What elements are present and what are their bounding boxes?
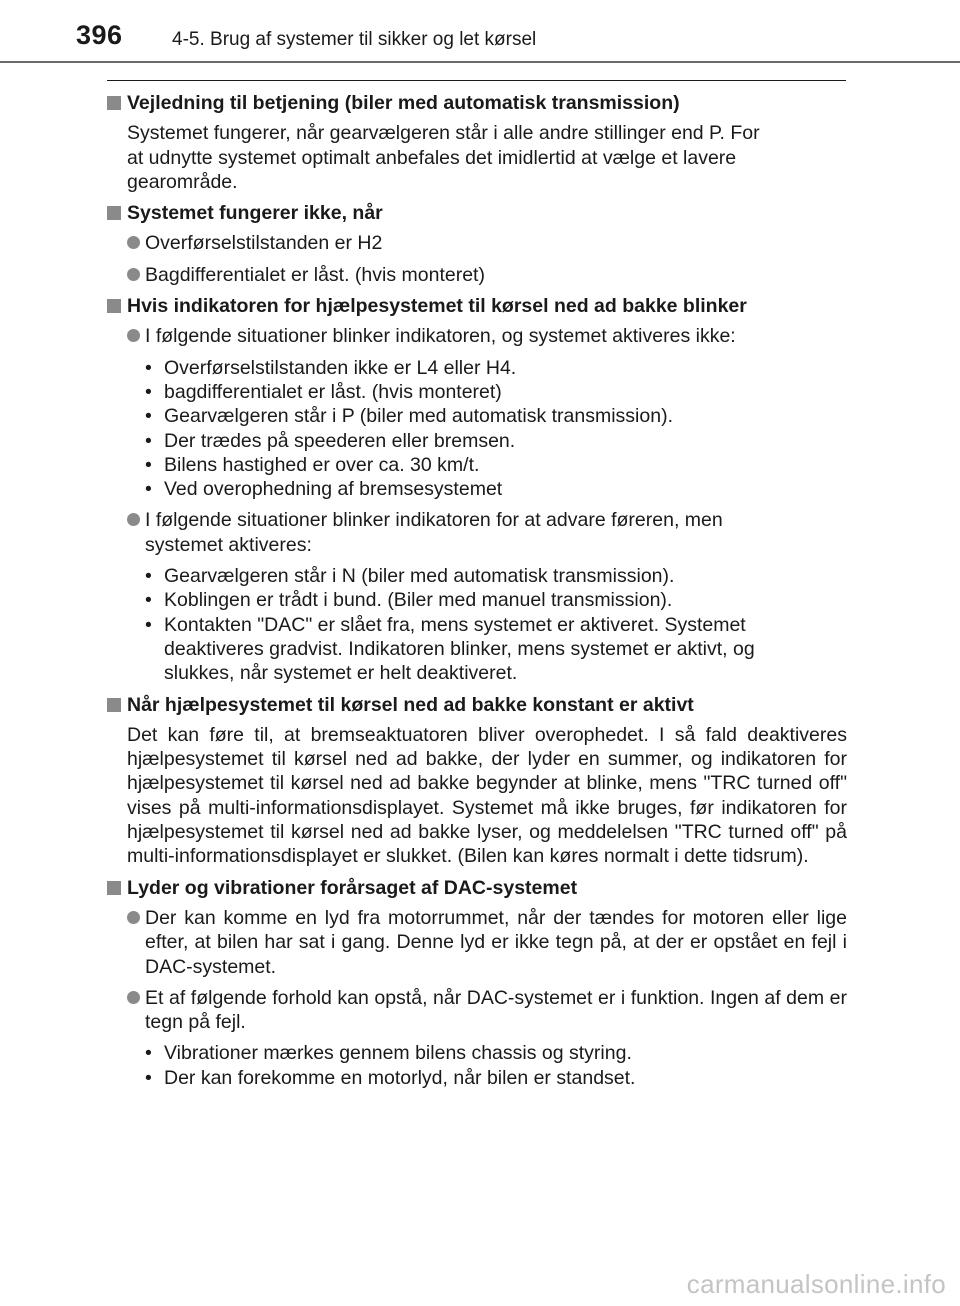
dot-item-text: Der kan komme en lyd fra motorrummet, når der tændes for motoren eller lige efter, at bilen har sat i gang. Denne lyd er ikke tegn på, at der er opstået en fejl i DAC-systemet. — [145, 906, 847, 978]
watermark-text: carmanualsonline.info — [686, 1269, 946, 1299]
dot-item-text: Et af følgende forhold kan opstå, når DAC-systemet er i funktion. Ingen af dem er tegn på fejl. — [145, 986, 847, 1034]
dot-list-item — [107, 231, 847, 255]
bullet-item — [107, 404, 847, 428]
bullet-item — [107, 1066, 847, 1090]
section-heading — [107, 91, 847, 115]
bullet-text: Der kan forekomme en motorlyd, når bilen er standset. — [164, 1066, 636, 1089]
dot-list-item — [107, 986, 847, 1035]
bullet-item — [107, 380, 847, 404]
heading-text: Lyder og vibrationer forårsaget af DAC-systemet — [127, 876, 578, 899]
dot-item-text: I følgende situationer blinker indikatoren for at advare føreren, men systemet aktiveres: — [145, 509, 723, 556]
bullet-item — [107, 1041, 847, 1065]
bullet-text: Bilens hastighed er over ca. 30 km/t. — [164, 453, 480, 476]
heading-text: Vejledning til betjening (biler med automatisk transmission) — [127, 92, 680, 114]
bullet-item — [107, 613, 784, 686]
square-bullet-icon — [107, 206, 121, 220]
square-bullet-icon — [107, 299, 121, 313]
bullet-mark: • — [145, 405, 152, 428]
bullet-text: Der trædes på speederen eller bremsen. — [164, 429, 516, 452]
bullet-mark: • — [145, 429, 152, 452]
dot-list-item — [107, 324, 847, 348]
heading-text: Når hjælpesystemet til kørsel ned ad bakke konstant er aktivt — [127, 693, 694, 716]
bullet-mark: • — [145, 613, 152, 636]
section-sounds-vibrations — [107, 876, 847, 1090]
bullet-mark: • — [145, 565, 152, 588]
page-header — [0, 0, 960, 62]
page-content — [107, 91, 847, 1097]
square-bullet-icon — [107, 881, 121, 895]
bullet-text: Overførselstilstanden ikke er L4 eller H4. — [164, 356, 517, 379]
bullet-item — [107, 356, 847, 380]
bullet-mark: • — [145, 1042, 152, 1065]
bullet-item — [107, 477, 847, 501]
content-top-rule — [107, 80, 846, 81]
circle-bullet-icon — [127, 329, 140, 342]
bullet-text: bagdifferentialet er låst. (hvis monteret) — [164, 380, 502, 403]
circle-bullet-icon — [127, 911, 140, 924]
dot-item-text: Bagdifferentialet er låst. (hvis monteret) — [145, 263, 485, 286]
circle-bullet-icon — [127, 236, 140, 249]
header-divider — [0, 61, 960, 63]
section-heading — [107, 876, 847, 900]
square-bullet-icon — [107, 698, 121, 712]
paragraph: Det kan føre til, at bremseaktuatoren bliver overophedet. I så fald deaktiveres hjælpesystemet til kørsel ned ad bakke, der lyder en summer, og indikatoren for hjælpesystemet til kørsel ned ad bakke begynder at blinke, mens "TRC turned off" vises på multi-informationsdisplayet. Systemet må ikke bruges, før indikatoren for hjælpesystemet til kørsel ned ad bakke lyser, og meddelelsen "TRC turned off" på multi-informationsdisplayet er slukket. (Bilen kan køres normalt i dette tidsrum). — [127, 723, 847, 868]
section-system-not-working — [107, 201, 847, 287]
circle-bullet-icon — [127, 268, 140, 281]
bullet-mark: • — [145, 380, 152, 403]
bullet-text: Gearvælgeren står i N (biler med automatisk transmission). — [164, 565, 675, 588]
bullet-mark: • — [145, 453, 152, 476]
bullet-item — [107, 429, 847, 453]
dot-list-item — [107, 906, 847, 979]
circle-bullet-icon — [127, 991, 140, 1004]
section-heading — [107, 294, 847, 318]
heading-text: Systemet fungerer ikke, når — [127, 202, 383, 225]
dot-list-item — [107, 508, 765, 557]
section-heading — [107, 201, 847, 225]
bullet-item — [107, 453, 847, 477]
chapter-title: 4-5. Brug af systemer til sikker og let kørsel — [172, 29, 537, 50]
bullet-list — [107, 564, 847, 685]
paragraph: Systemet fungerer, når gearvælgeren står i alle andre stillinger end P. For at udnytte systemet optimalt anbefales det imidlertid at vælge et lavere gearområde. — [127, 122, 760, 193]
dot-item-text: Overførselstilstanden er H2 — [145, 232, 383, 255]
section-operation-guidance — [107, 91, 847, 194]
bullet-text: Vibrationer mærkes gennem bilens chassis og styring. — [164, 1042, 632, 1065]
dot-list-item — [107, 263, 847, 287]
section-constantly-active — [107, 693, 847, 869]
circle-bullet-icon — [127, 513, 140, 526]
section-indicator-blinking — [107, 294, 847, 685]
bullet-text: Koblingen er trådt i bund. (Biler med manuel transmission). — [164, 589, 673, 612]
square-bullet-icon — [107, 96, 121, 110]
bullet-list — [107, 356, 847, 502]
bullet-mark: • — [145, 356, 152, 379]
bullet-item — [107, 588, 847, 612]
page-number: 396 — [76, 20, 123, 50]
section-heading — [107, 693, 847, 717]
bullet-mark: • — [145, 478, 152, 501]
dot-item-text: I følgende situationer blinker indikatoren, og systemet aktiveres ikke: — [145, 325, 736, 348]
bullet-text: Ved overophedning af bremsesystemet — [164, 478, 503, 501]
heading-text: Hvis indikatoren for hjælpesystemet til kørsel ned ad bakke blinker — [127, 295, 747, 318]
bullet-item — [107, 564, 847, 588]
bullet-list — [107, 1041, 847, 1090]
bullet-text: Gearvælgeren står i P (biler med automatisk transmission). — [164, 405, 673, 428]
bullet-mark: • — [145, 1066, 152, 1089]
bullet-text: Kontakten "DAC" er slået fra, mens systemet er aktiveret. Systemet deaktiveres gradvist. Indikatoren blinker, mens systemet er aktivt, og slukkes, når systemet er helt deaktiveret. — [164, 613, 755, 685]
bullet-mark: • — [145, 589, 152, 612]
